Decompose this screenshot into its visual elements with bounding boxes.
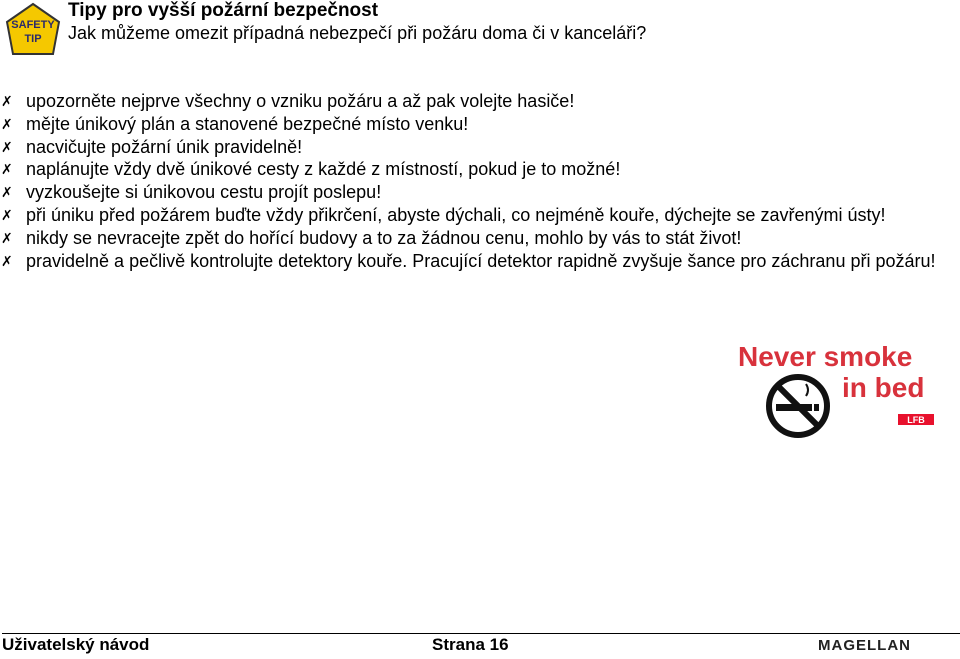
svg-text:TIP: TIP <box>24 33 42 45</box>
svg-text:LFB: LFB <box>907 415 925 425</box>
lfb-logo-icon <box>898 414 934 425</box>
header <box>68 0 646 44</box>
list-item: ✗ vyzkoušejte si únikovou cestu projít poslepu! <box>1 182 382 203</box>
list-item: ✗ mějte únikový plán a stanovené bezpečné místo venku! <box>1 113 469 134</box>
svg-text:Never smoke: Never smoke <box>738 341 913 372</box>
list-item: ✗ při úniku před požárem buďte vždy přikrčení, abyste dýchali, co nejméně kouře, dýchejte se zavřenými ústy! <box>1 204 886 225</box>
check-mark-icon: ✗ <box>1 206 13 223</box>
footer-page-number: Strana 16 <box>432 635 509 654</box>
check-mark-icon: ✗ <box>1 161 13 178</box>
list-item: ✗ nikdy se nevracejte zpět do hořící budovy a to za žádnou cenu, mohlo by vás to stát život! <box>1 227 742 248</box>
svg-text:SAFETY: SAFETY <box>11 19 55 31</box>
no-smoking-icon <box>769 377 827 435</box>
footer-manual-label: Uživatelský návod <box>2 635 150 654</box>
list-item: ✗ upozorněte nejprve všechny o vzniku požáru a až pak volejte hasiče! <box>1 91 575 111</box>
list-item: ✗ pravidelně a pečlivě kontrolujte detektory kouře. Pracující detektor rapidně zvyšuje šance pro záchranu při požáru! <box>1 250 936 271</box>
check-mark-icon: ✗ <box>1 138 13 155</box>
safety-tip-badge-icon <box>3 2 63 60</box>
page-subtitle: Jak můžeme omezit případná nebezpečí při požáru doma či v kanceláři? <box>68 23 647 43</box>
list-item: ✗ nacvičujte požární únik pravidelně! <box>1 136 303 157</box>
never-smoke-poster <box>726 334 944 440</box>
tips-list <box>0 90 960 272</box>
footer-divider <box>2 633 960 634</box>
check-mark-icon: ✗ <box>1 93 13 109</box>
page-title: Tipy pro vyšší požární bezpečnost <box>68 0 379 21</box>
check-mark-icon: ✗ <box>1 229 13 246</box>
svg-text:MAGELLAN: MAGELLAN <box>818 637 911 652</box>
svg-text:in bed: in bed <box>842 372 925 403</box>
check-mark-icon: ✗ <box>1 252 13 269</box>
magellan-logo-icon <box>818 636 948 652</box>
list-item: ✗ naplánujte vždy dvě únikové cesty z každé z místností, pokud je to možné! <box>1 159 621 180</box>
check-mark-icon: ✗ <box>1 184 13 201</box>
check-mark-icon: ✗ <box>1 115 13 132</box>
